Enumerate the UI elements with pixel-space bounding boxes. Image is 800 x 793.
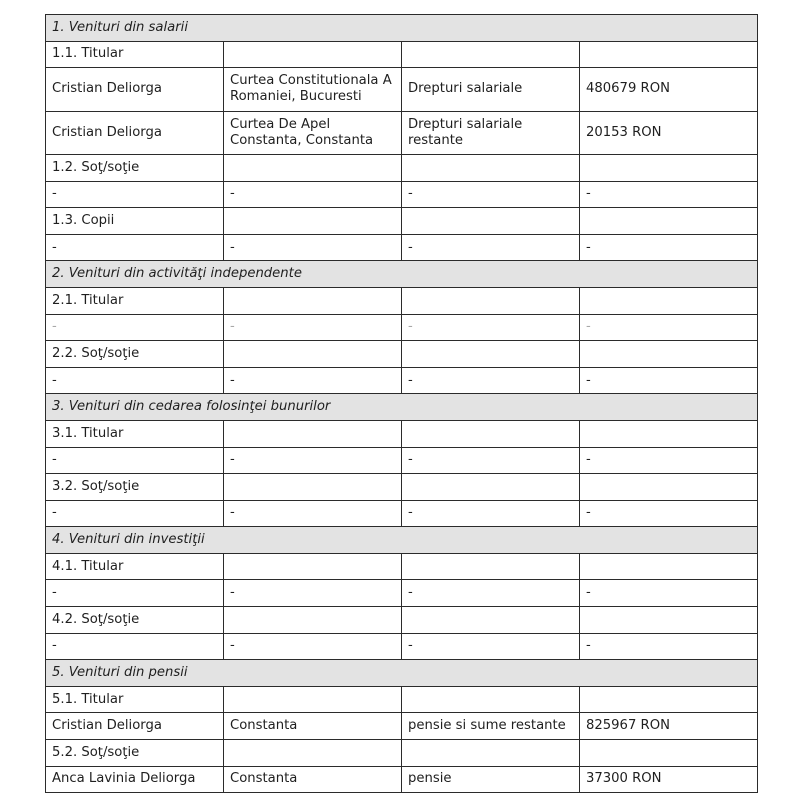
subsection-label: 1.3. Copii — [46, 208, 224, 235]
section-header-row — [46, 394, 758, 421]
amount-cell: - — [580, 314, 758, 341]
empty-cell — [224, 208, 402, 235]
empty-cell — [402, 287, 580, 314]
person-cell: - — [46, 314, 224, 341]
empty-cell — [402, 41, 580, 68]
person-cell: - — [46, 181, 224, 208]
empty-cell — [224, 287, 402, 314]
table-row — [46, 580, 758, 607]
section-header-row — [46, 261, 758, 288]
amount-cell: - — [580, 633, 758, 660]
person-cell: - — [46, 234, 224, 261]
table-body — [46, 15, 758, 793]
section-header-row — [46, 527, 758, 554]
source-cell: - — [224, 633, 402, 660]
source-cell: Constanta — [224, 713, 402, 740]
income-type-cell: - — [402, 500, 580, 527]
table-row — [46, 68, 758, 111]
empty-cell — [224, 686, 402, 713]
source-cell: - — [224, 367, 402, 394]
section-title: 5. Venituri din pensii — [46, 660, 758, 687]
income-type-cell: - — [402, 234, 580, 261]
person-cell: Cristian Deliorga — [46, 68, 224, 111]
section-title: 1. Venituri din salarii — [46, 15, 758, 42]
income-type-cell: pensie — [402, 766, 580, 793]
subsection-label: 3.2. Soţ/soţie — [46, 474, 224, 501]
subsection-row — [46, 607, 758, 634]
income-type-cell: Drepturi salariale restante — [402, 111, 580, 154]
empty-cell — [402, 420, 580, 447]
table-row — [46, 181, 758, 208]
empty-cell — [402, 686, 580, 713]
empty-cell — [402, 607, 580, 634]
amount-cell: - — [580, 367, 758, 394]
income-type-cell: Drepturi salariale — [402, 68, 580, 111]
table-row — [46, 766, 758, 793]
income-type-cell: - — [402, 181, 580, 208]
person-cell: - — [46, 580, 224, 607]
empty-cell — [402, 341, 580, 368]
subsection-row — [46, 686, 758, 713]
subsection-label: 5.1. Titular — [46, 686, 224, 713]
source-cell: Curtea De Apel Constanta, Constanta — [224, 111, 402, 154]
empty-cell — [224, 41, 402, 68]
income-type-cell: - — [402, 314, 580, 341]
table-row — [46, 447, 758, 474]
source-cell: - — [224, 580, 402, 607]
empty-cell — [224, 740, 402, 767]
empty-cell — [580, 420, 758, 447]
empty-cell — [224, 341, 402, 368]
amount-cell: 480679 RON — [580, 68, 758, 111]
subsection-label: 2.1. Titular — [46, 287, 224, 314]
subsection-row — [46, 740, 758, 767]
amount-cell: 825967 RON — [580, 713, 758, 740]
person-cell: - — [46, 447, 224, 474]
source-cell: - — [224, 314, 402, 341]
section-header-row — [46, 15, 758, 42]
income-type-cell: pensie si sume restante — [402, 713, 580, 740]
subsection-row — [46, 208, 758, 235]
amount-cell: 20153 RON — [580, 111, 758, 154]
person-cell: Anca Lavinia Deliorga — [46, 766, 224, 793]
subsection-label: 3.1. Titular — [46, 420, 224, 447]
subsection-row — [46, 474, 758, 501]
person-cell: Cristian Deliorga — [46, 111, 224, 154]
empty-cell — [580, 287, 758, 314]
empty-cell — [224, 553, 402, 580]
section-title: 2. Venituri din activităţi independente — [46, 261, 758, 288]
source-cell: - — [224, 500, 402, 527]
person-cell: - — [46, 633, 224, 660]
amount-cell: 37300 RON — [580, 766, 758, 793]
amount-cell: - — [580, 580, 758, 607]
table-row — [46, 500, 758, 527]
source-cell: Constanta — [224, 766, 402, 793]
section-title: 4. Venituri din investiţii — [46, 527, 758, 554]
subsection-label: 5.2. Soţ/soţie — [46, 740, 224, 767]
empty-cell — [580, 686, 758, 713]
empty-cell — [580, 740, 758, 767]
empty-cell — [402, 208, 580, 235]
subsection-row — [46, 287, 758, 314]
subsection-label: 1.2. Soţ/soţie — [46, 154, 224, 181]
income-type-cell: - — [402, 580, 580, 607]
table-row — [46, 633, 758, 660]
amount-cell: - — [580, 500, 758, 527]
subsection-label: 2.2. Soţ/soţie — [46, 341, 224, 368]
source-cell: - — [224, 181, 402, 208]
source-cell: Curtea Constitutionala A Romaniei, Bucuresti — [224, 68, 402, 111]
empty-cell — [224, 474, 402, 501]
subsection-label: 4.1. Titular — [46, 553, 224, 580]
table-row — [46, 314, 758, 341]
empty-cell — [580, 553, 758, 580]
subsection-label: 4.2. Soţ/soţie — [46, 607, 224, 634]
empty-cell — [224, 607, 402, 634]
empty-cell — [580, 474, 758, 501]
empty-cell — [580, 607, 758, 634]
table-row — [46, 111, 758, 154]
subsection-row — [46, 154, 758, 181]
income-type-cell: - — [402, 367, 580, 394]
person-cell: - — [46, 367, 224, 394]
table-row — [46, 234, 758, 261]
empty-cell — [402, 474, 580, 501]
empty-cell — [402, 740, 580, 767]
subsection-row — [46, 41, 758, 68]
subsection-row — [46, 341, 758, 368]
amount-cell: - — [580, 234, 758, 261]
subsection-label: 1.1. Titular — [46, 41, 224, 68]
source-cell: - — [224, 234, 402, 261]
person-cell: - — [46, 500, 224, 527]
income-type-cell: - — [402, 447, 580, 474]
table-row — [46, 713, 758, 740]
subsection-row — [46, 553, 758, 580]
empty-cell — [402, 154, 580, 181]
amount-cell: - — [580, 181, 758, 208]
empty-cell — [224, 154, 402, 181]
empty-cell — [580, 341, 758, 368]
subsection-row — [46, 420, 758, 447]
empty-cell — [402, 553, 580, 580]
amount-cell: - — [580, 447, 758, 474]
empty-cell — [580, 41, 758, 68]
table-row — [46, 367, 758, 394]
section-header-row — [46, 660, 758, 687]
section-title: 3. Venituri din cedarea folosinţei bunurilor — [46, 394, 758, 421]
source-cell: - — [224, 447, 402, 474]
empty-cell — [580, 208, 758, 235]
person-cell: Cristian Deliorga — [46, 713, 224, 740]
empty-cell — [580, 154, 758, 181]
empty-cell — [224, 420, 402, 447]
income-type-cell: - — [402, 633, 580, 660]
income-declaration-table — [45, 14, 758, 793]
